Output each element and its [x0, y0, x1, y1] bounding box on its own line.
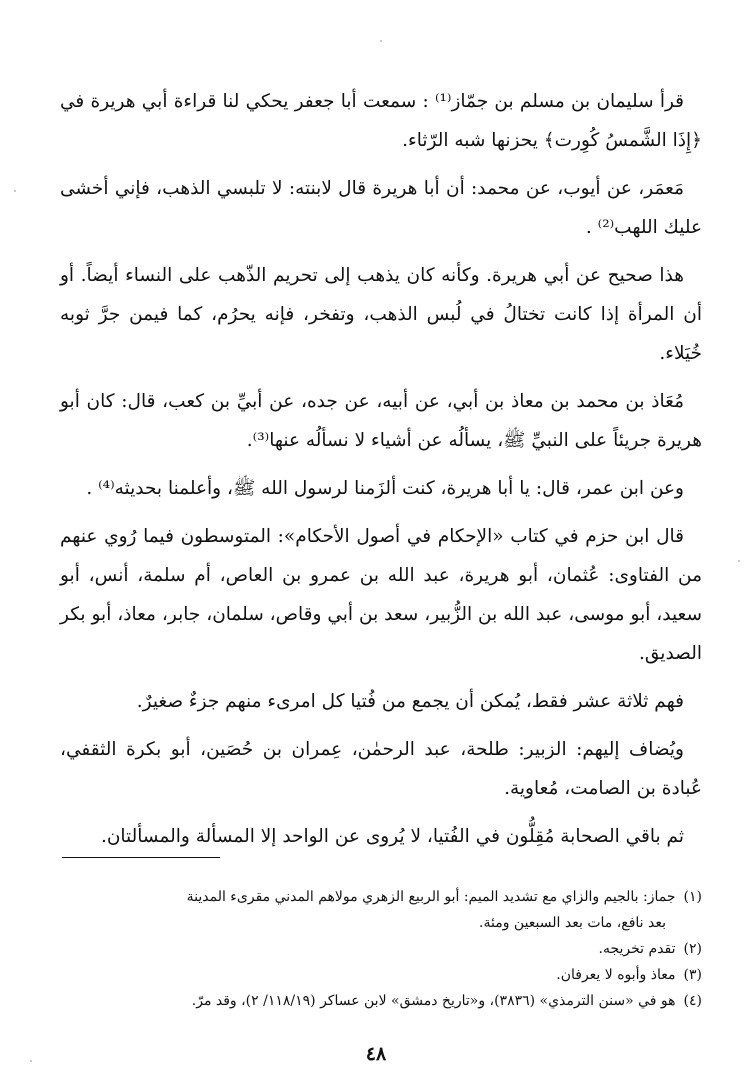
page-number: ٤٨: [365, 1043, 387, 1065]
scan-speck: [14, 190, 16, 192]
footnote-text: جماز: بالجيم والزاي مع تشديد الميم: أبو الربيع الزهري مولاهم المدني مقرىء المدينة: [186, 889, 676, 905]
footnote-4: [60, 988, 702, 1014]
footnote-text: تقدم تخريجه.: [598, 941, 676, 957]
footnote-separator: [62, 857, 220, 858]
footnote-number: (٤): [683, 993, 702, 1009]
paragraph-6: قال ابن حزم في كتاب «الإحكام في أصول الأحكام»: المتوسطون فيما رُوي عنهم من الفتاوى: عُثمان، أبو هريرة، عبد الله بن عمرو بن العاص، أم سلمة، أنس، أبو سعيد، أبو موسى، عبد الله بن الزُّبير، سعد بن أبي وقاص، سلمان، جابر، معاذ، أبو بكر الصديق.: [60, 526, 702, 664]
footnote-2: [60, 936, 702, 962]
paragraph-3: هذا صحيح عن أبي هريرة. وكأنه كان يذهب إلى تحريم الذّهب على النساء أيضاً. أو أن المرأة إذا كانت تختالُ في لُبس الذهب، وتفخر، فإنه يحرُم، كما فيمن جرَّ ثوبه خُيَلاء.: [60, 265, 702, 364]
paragraph-2: مَعمَر، عن أيوب، عن محمد: أن أبا هريرة قال لابنته: لا تلبسي الذهب، فإني أخشى عليك اللهب⁽²⁾ .: [60, 178, 702, 238]
paragraph-1: قرأ سليمان بن مسلم بن جمّاز⁽¹⁾ : سمعت أبا جعفر يحكي لنا قراءة أبي هريرة في ﴿إِذَا الشَّمسُ كُوِرت﴾ يحزنها شبه الرّثاء.: [60, 91, 702, 151]
footnote-number: (٢): [683, 941, 702, 957]
footnote-number: (٣): [683, 967, 702, 983]
paragraph-4: مُعَاذ بن محمد بن معاذ بن أبي، عن أبيه، عن جده، عن أبيِّ بن كعب، قال: كان أبو هريرة جريئاً على النبيِّ ﷺ، يسألُه عن أشياء لا نسألُه عنها⁽³⁾.: [60, 391, 702, 451]
footnotes: [60, 884, 702, 1014]
scan-speck: [380, 40, 382, 42]
paragraph-5: وعن ابن عمر، قال: يا أبا هريرة، كنت ألزَمنا لرسول الله ﷺ، وأعلمنا بحديثه⁽⁴⁾ .: [86, 478, 684, 499]
paragraph-9: ثم باقي الصحابة مُقِلُّون في الفُتيا، لا يُروى عن الواحد إلا المسألة والمسألتان.: [100, 826, 684, 847]
footnote-text: بعد نافع، مات بعد السبعين ومئة.: [479, 915, 666, 931]
footnote-1: [60, 884, 702, 910]
footnote-text: معاذ وأبوه لا يعرفان.: [556, 967, 676, 983]
footnote-1-continued: [60, 910, 702, 936]
scan-speck: [738, 560, 740, 562]
main-text: [60, 82, 702, 865]
footnote-3: [60, 962, 702, 988]
footnote-number: (١): [683, 889, 702, 905]
paragraph-8: ويُضاف إليهم: الزبير: طلحة، عبد الرحمٰن، عِمران بن حُصَين، أبو بكرة الثقفي، عُبادة بن الصامت، مُعاوية.: [60, 739, 702, 799]
scan-speck: [30, 1060, 32, 1062]
footnote-text: هو في «سنن الترمذي» (٣٨٣٦)، و«تاريخ دمشق» لابن عساكر (١١٨/١٩/ ٢)، وقد مرّ.: [191, 993, 676, 1009]
paragraph-7: فهم ثلاثة عشر فقط، يُمكن أن يجمع من فُتيا كل امرىء منهم جزءٌ صغيرٌ.: [136, 691, 684, 712]
